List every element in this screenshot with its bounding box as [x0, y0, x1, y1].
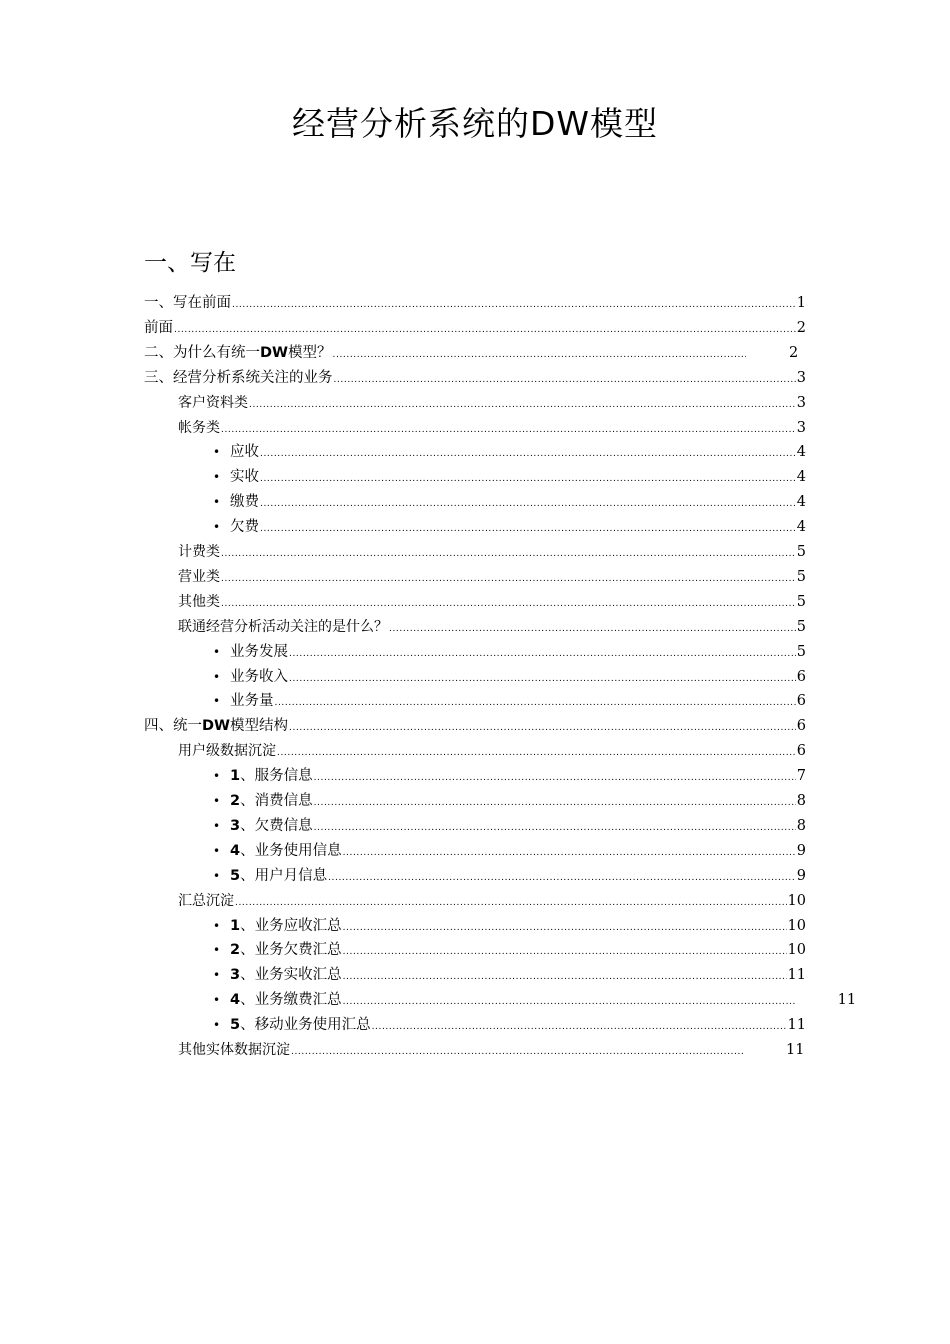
dot-leader [289, 668, 796, 686]
dot-leader [249, 394, 796, 412]
toc-entry[interactable] [178, 962, 806, 984]
toc-entry-title: 二、为什么有统一DW模型？ [144, 344, 332, 361]
toc-page-number: 6 [796, 718, 806, 735]
dot-leader [260, 518, 796, 536]
dot-leader [389, 618, 796, 636]
toc-entry-title: 2、消费信息 [230, 793, 313, 809]
toc-page-number: 5 [796, 568, 806, 585]
toc-entry-title: 联通经营分析活动关注的是什么？ [178, 618, 388, 635]
toc-page-number: 3 [796, 369, 806, 386]
bullet-icon: • [213, 694, 221, 709]
bullet-icon: • [213, 769, 221, 784]
toc-entry[interactable] [178, 464, 806, 486]
toc-entry[interactable] [178, 614, 806, 636]
toc-entry-title: 欠费 [230, 519, 259, 536]
dot-leader [343, 842, 796, 860]
dot-leader [343, 966, 787, 984]
dot-leader [314, 792, 796, 810]
toc-entry-title: 业务量 [230, 693, 274, 710]
toc-page-number: 10 [787, 917, 806, 934]
toc-page-number: 9 [796, 842, 806, 859]
toc-entry[interactable] [144, 315, 806, 337]
toc-page-number: 10 [787, 892, 806, 909]
bullet-icon: • [213, 843, 221, 858]
toc-entry-title: 营业类 [178, 568, 220, 585]
toc-entry[interactable] [178, 415, 806, 437]
toc-entry[interactable] [178, 913, 806, 935]
dot-leader [334, 369, 796, 387]
toc-page-number: 11 [787, 967, 806, 984]
toc-entry[interactable] [178, 738, 806, 760]
toc-entry[interactable] [178, 664, 806, 686]
toc-entry-title: 其他类 [178, 593, 220, 610]
toc-page-number: 6 [796, 743, 806, 760]
toc-entry[interactable] [178, 813, 806, 835]
toc-entry-title: 三、经营分析系统关注的业务 [144, 369, 333, 386]
dot-leader [291, 1041, 743, 1059]
toc-page-number: 4 [796, 494, 806, 511]
bullet-icon: • [213, 968, 221, 983]
toc-entry[interactable] [144, 340, 806, 362]
toc-entry[interactable] [178, 639, 806, 661]
toc-entry[interactable] [178, 863, 806, 885]
toc-page-number: 6 [796, 668, 806, 685]
bullet-icon: • [213, 794, 221, 808]
toc-page-number: 11 [787, 1017, 806, 1034]
toc-entry[interactable] [178, 589, 806, 611]
toc-page-number: 3 [796, 394, 806, 411]
toc-entry[interactable] [178, 514, 806, 536]
toc-entry[interactable] [144, 290, 806, 312]
toc-page-number: 5 [796, 643, 806, 660]
dot-leader [221, 419, 796, 437]
toc-entry-title: 应收 [230, 444, 259, 461]
bullet-icon: • [213, 1018, 221, 1033]
document-title: 经营分析系统的DW模型 [291, 104, 659, 143]
toc-entry[interactable] [178, 1037, 806, 1059]
toc-entry-title: 5、移动业务使用汇总 [230, 1017, 371, 1034]
toc-page-number: 2 [789, 344, 799, 361]
bullet-icon: • [213, 520, 221, 535]
toc-entry[interactable] [178, 390, 806, 412]
bullet-icon: • [213, 818, 221, 833]
toc-entry-title: 实收 [230, 469, 259, 486]
toc-entry-title: 其他实体数据沉淀 [178, 1042, 290, 1058]
toc-page-number: 2 [796, 319, 806, 336]
dot-leader [275, 692, 796, 710]
toc-page-number: 8 [796, 817, 806, 834]
toc-page-number: 5 [796, 544, 806, 560]
dot-leader [289, 717, 796, 735]
toc-page-number: 9 [796, 867, 806, 884]
toc-page-number: 10 [787, 942, 806, 959]
dot-leader [328, 867, 796, 885]
dot-leader [289, 643, 796, 661]
toc-entry-title: 1、业务应收汇总 [230, 917, 342, 934]
toc-entry[interactable] [178, 564, 806, 586]
dot-leader [333, 344, 747, 362]
section-heading: 一、写在 [144, 250, 236, 276]
toc-entry-title: 前面 [144, 319, 173, 336]
dot-leader [232, 294, 796, 312]
toc-entry[interactable] [178, 1012, 806, 1034]
toc-entry-title: 3、业务实收汇总 [230, 967, 342, 984]
dot-leader [343, 991, 795, 1009]
dot-leader [221, 593, 796, 611]
dot-leader [260, 468, 796, 486]
dot-leader [235, 892, 787, 910]
bullet-icon: • [213, 918, 221, 933]
dot-leader [260, 493, 796, 511]
bullet-icon: • [213, 495, 221, 510]
toc-entry-title: 一、写在前面 [144, 295, 231, 311]
toc-page-number: 4 [796, 469, 806, 486]
toc-entry[interactable] [178, 838, 806, 860]
toc-entry-title: 计费类 [178, 544, 220, 560]
dot-leader [221, 568, 796, 586]
toc-entry[interactable] [144, 365, 806, 387]
toc-entry[interactable] [178, 539, 806, 561]
toc-page-number: 5 [796, 618, 806, 635]
toc-entry-title: 4、业务缴费汇总 [230, 992, 342, 1009]
toc-entry[interactable] [178, 763, 806, 785]
dot-leader [174, 319, 796, 337]
toc-entry[interactable] [178, 439, 806, 461]
dot-leader [343, 941, 787, 959]
toc-entry[interactable] [178, 688, 806, 710]
toc-entry[interactable] [144, 713, 806, 735]
toc-entry-title: 四、统一DW模型结构 [144, 718, 289, 735]
dot-leader [260, 443, 796, 461]
toc-entry-title: 3、欠费信息 [230, 817, 313, 834]
toc-page-number: 8 [796, 793, 806, 809]
toc-entry[interactable] [178, 937, 806, 959]
dot-leader [343, 917, 787, 935]
bullet-icon: • [213, 943, 221, 958]
dot-leader [221, 543, 796, 561]
dot-leader [277, 742, 796, 760]
bullet-icon: • [213, 669, 221, 684]
toc-entry-title: 2、业务欠费汇总 [230, 942, 342, 959]
toc-entry-title: 用户级数据沉淀 [178, 743, 276, 760]
toc-entry[interactable] [178, 987, 857, 1009]
toc-entry-title: 业务发展 [230, 643, 288, 660]
toc-page-number: 7 [796, 768, 806, 785]
toc-page-number: 1 [796, 295, 806, 311]
toc-page-number: 3 [796, 419, 806, 436]
toc-page-number: 4 [796, 444, 806, 461]
bullet-icon: • [213, 445, 221, 460]
toc-page-number: 4 [796, 519, 806, 536]
bullet-icon: • [213, 868, 221, 883]
toc-entry[interactable] [178, 489, 806, 511]
bullet-icon: • [213, 993, 221, 1008]
dot-leader [314, 817, 796, 835]
toc-entry-title: 汇总沉淀 [178, 892, 234, 909]
toc-entry-title: 帐务类 [178, 419, 220, 436]
toc-entry[interactable] [178, 888, 806, 910]
toc-page-number: 6 [796, 693, 806, 710]
toc-page-number: 11 [786, 1042, 805, 1058]
toc-entry[interactable] [178, 788, 806, 810]
dot-leader [372, 1016, 787, 1034]
toc-entry-title: 业务收入 [230, 668, 288, 685]
dot-leader [314, 767, 796, 785]
bullet-icon: • [213, 644, 221, 659]
toc-page-number: 11 [837, 992, 857, 1009]
bullet-icon: • [213, 470, 221, 485]
toc-entry-title: 缴费 [230, 494, 259, 511]
toc-entry-title: 客户资料类 [178, 394, 248, 411]
toc-entry-title: 5、用户月信息 [230, 867, 328, 884]
toc-page-number: 5 [796, 593, 806, 610]
toc-entry-title: 1、服务信息 [230, 768, 313, 785]
toc-entry-title: 4、业务使用信息 [230, 842, 342, 859]
